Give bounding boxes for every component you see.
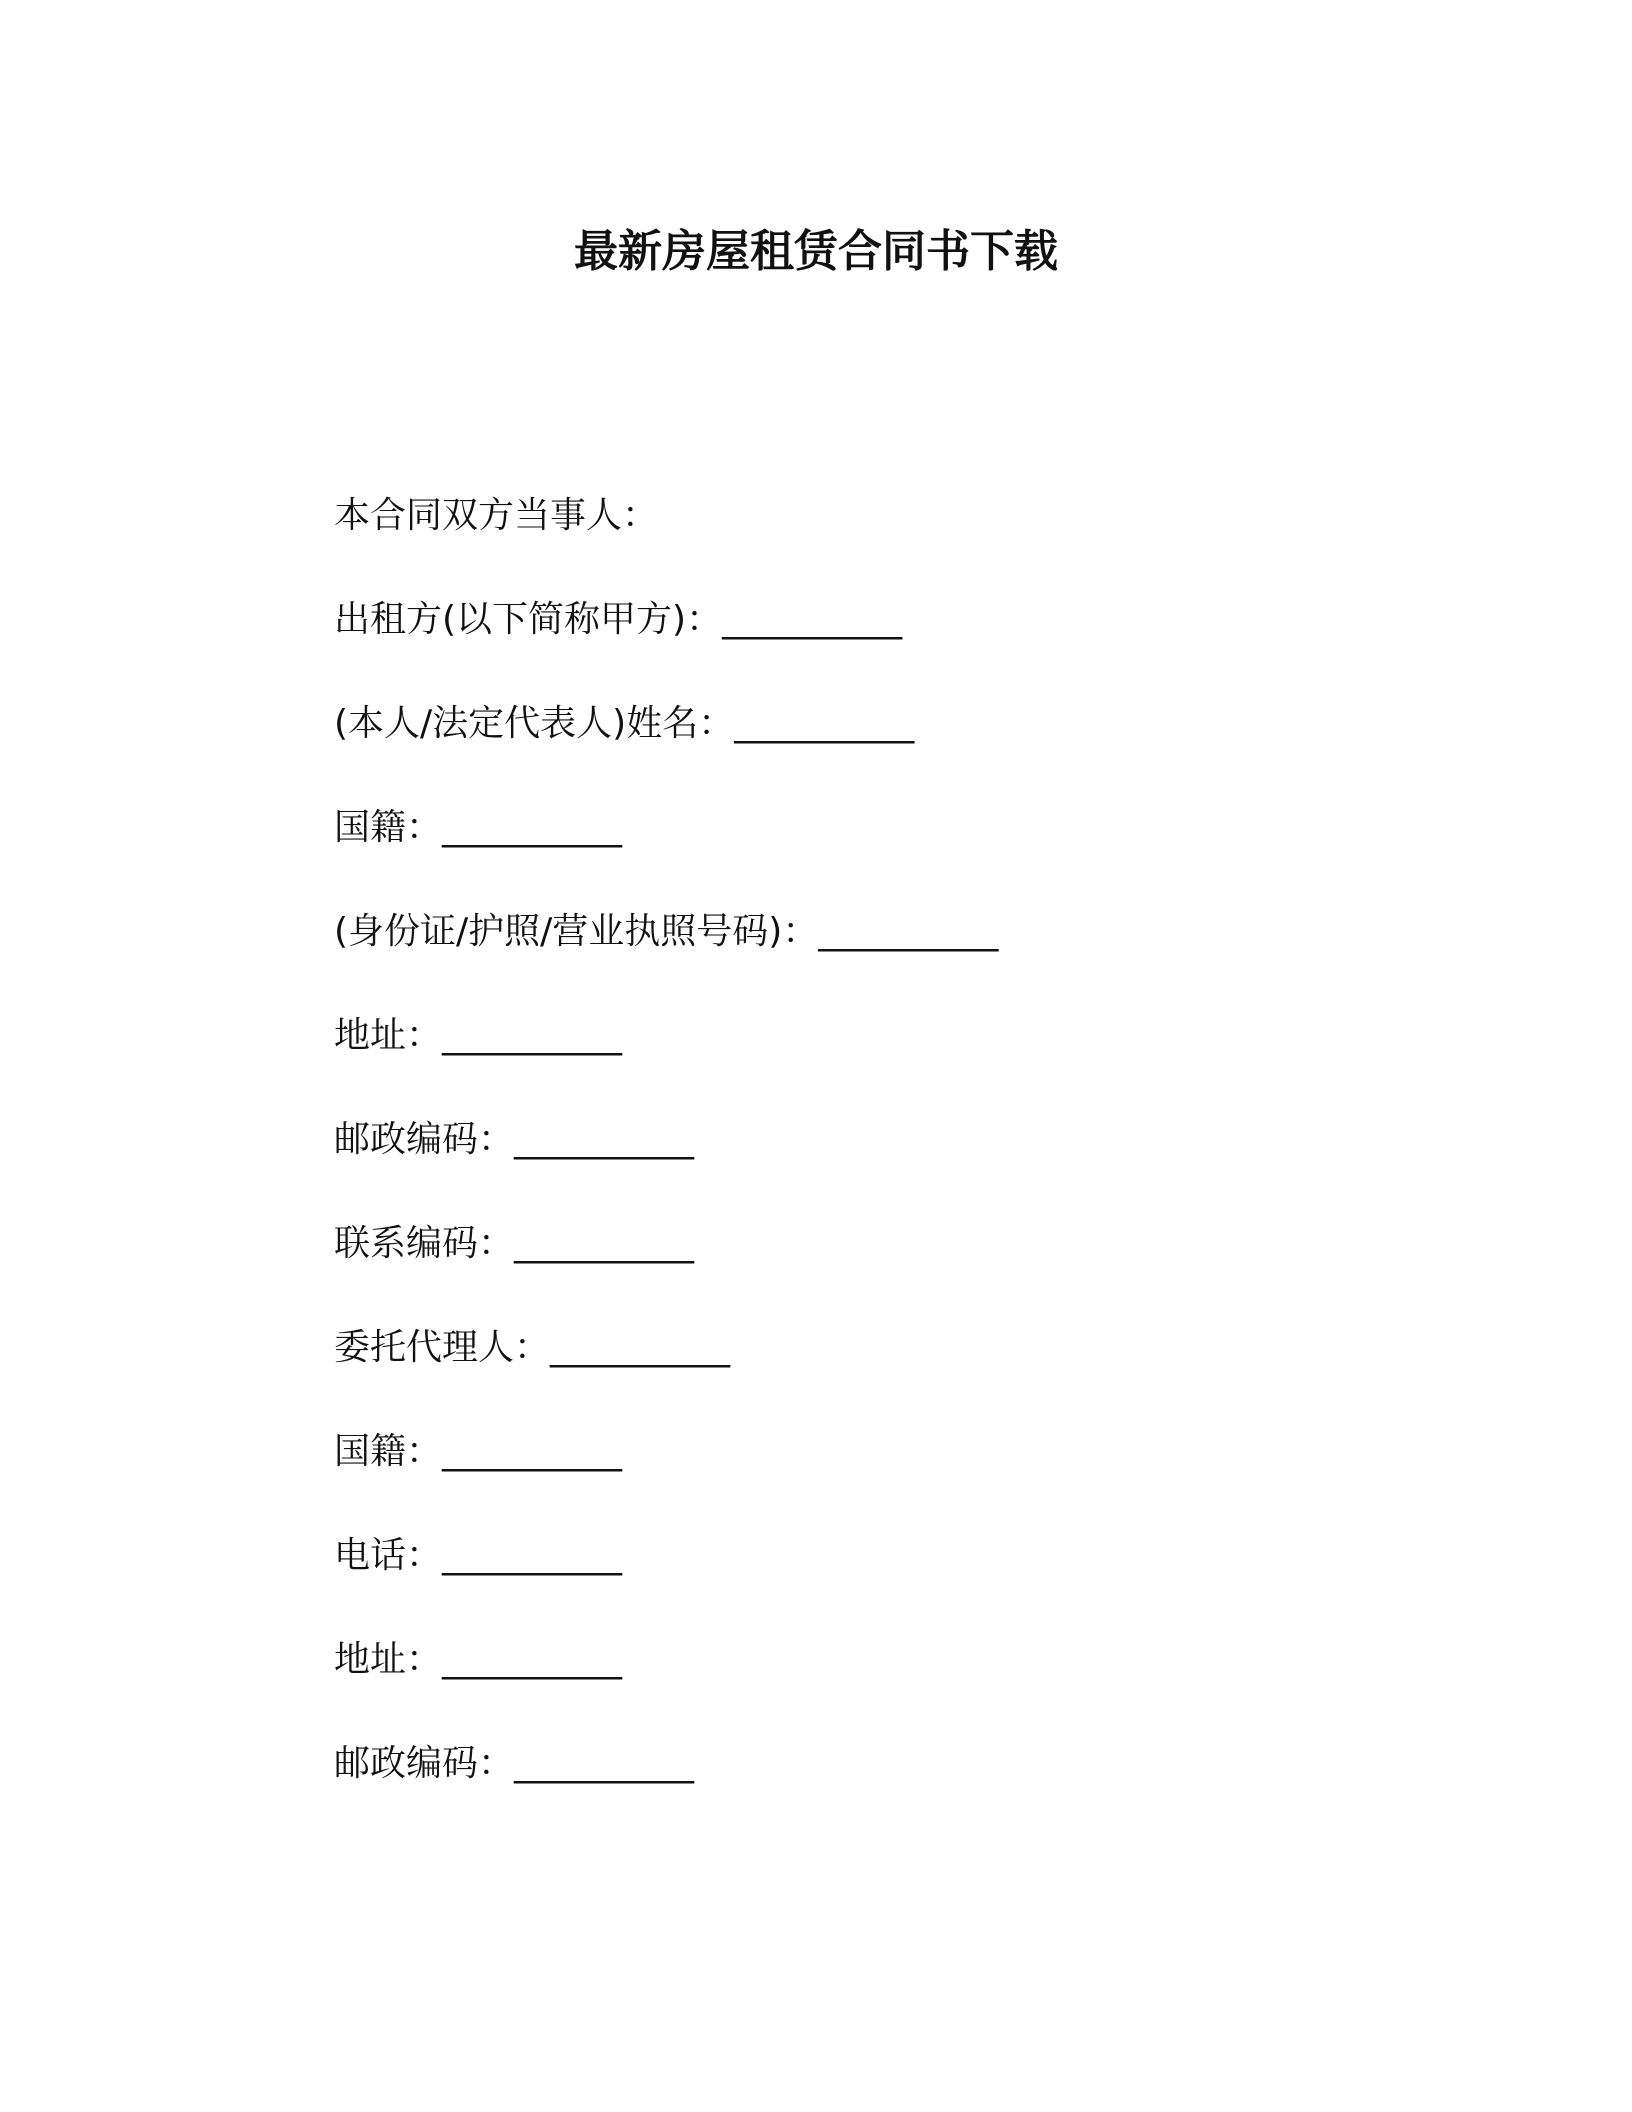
phone-line: 电话：__________ bbox=[334, 1535, 623, 1576]
agent-line: 委托代理人：__________ bbox=[334, 1327, 731, 1368]
agent-address-line: 地址：__________ bbox=[334, 1639, 623, 1680]
lessor-line: 出租方(以下简称甲方)：__________ bbox=[334, 599, 903, 640]
postal-code-line: 邮政编码：__________ bbox=[334, 1119, 695, 1160]
parties-intro: 本合同双方当事人： bbox=[334, 495, 659, 536]
name-line: (本人/法定代表人)姓名：__________ bbox=[334, 703, 915, 744]
document-body bbox=[334, 492, 1434, 1844]
document-title: 最新房屋租赁合同书下载 bbox=[574, 226, 1058, 277]
id-number-line: (身份证/护照/营业执照号码)：__________ bbox=[334, 911, 999, 952]
contact-code-line: 联系编码：__________ bbox=[334, 1223, 695, 1264]
nationality-line: 国籍：__________ bbox=[334, 807, 623, 848]
agent-postal-code-line: 邮政编码：__________ bbox=[334, 1743, 695, 1784]
agent-nationality-line: 国籍：__________ bbox=[334, 1431, 623, 1472]
address-line: 地址：__________ bbox=[334, 1015, 623, 1056]
